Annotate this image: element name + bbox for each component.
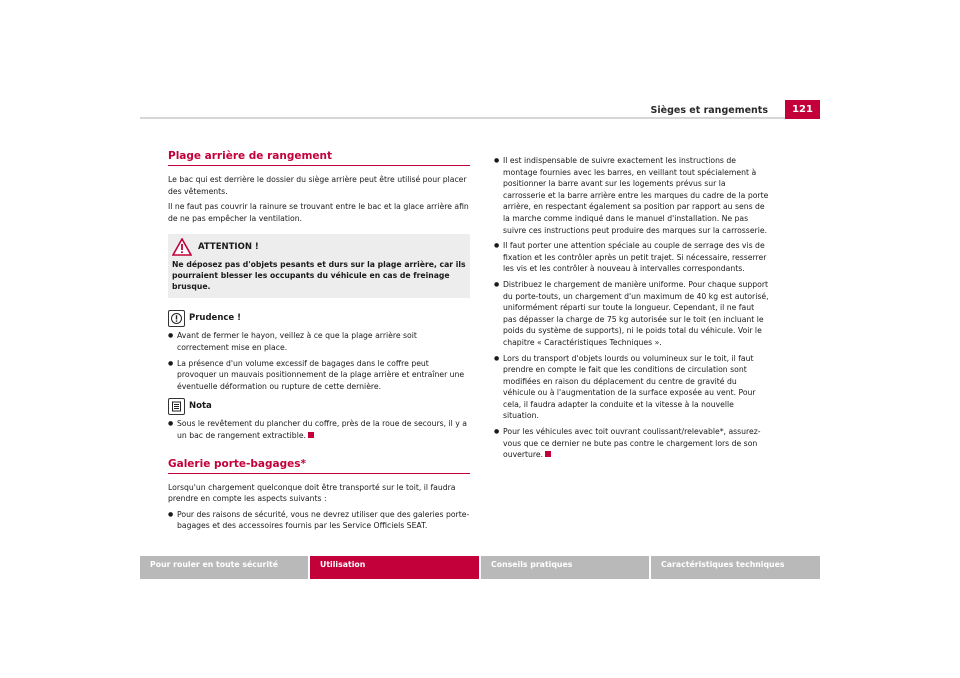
list-item bbox=[168, 418, 470, 441]
footer-tab-usage[interactable]: Utilisation bbox=[310, 556, 479, 579]
section-end-mark bbox=[545, 451, 551, 457]
page-header-title: Sièges et rangements bbox=[650, 105, 768, 116]
section-title-rear-shelf: Plage arrière de rangement bbox=[168, 150, 470, 166]
warning-box bbox=[168, 234, 470, 298]
list-item: ● Il faut porter une attention spéciale au couple de serrage des vis de fixation et les contrôler après un petit trajet. Si nécessaire, resserrer les vis et les contrôler à nouveau à intervalles correspondants. bbox=[494, 240, 770, 275]
paragraph: Lorsqu'un chargement quelconque doit être transporté sur le toit, il faudra prendre en compte les aspects suivants : bbox=[168, 482, 456, 504]
list-item: ● Avant de fermer le hayon, veillez à ce que la plage arrière soit correctement mise en place. bbox=[168, 330, 470, 353]
list-item: ● Pour des raisons de sécurité, vous ne devrez utiliser que des galeries porte-bagages et des accessoires fournis par les Service Officiels SEAT. bbox=[168, 509, 470, 532]
footer-tab-specs[interactable]: Caractéristiques techniques bbox=[651, 556, 820, 579]
paragraph: Le bac qui est derrière le dossier du siège arrière peut être utilisé pour placer des vêtements. bbox=[168, 175, 467, 196]
footer-tab-tips[interactable]: Conseils pratiques bbox=[481, 556, 649, 579]
caution-title: Prudence ! bbox=[189, 313, 242, 324]
note-heading bbox=[168, 398, 470, 415]
note-info-icon bbox=[168, 398, 185, 415]
warning-text: Ne déposez pas d'objets pesants et durs sur la plage arrière, car ils pourraient blesser les occupants du véhicule en cas de freinage brusque. bbox=[172, 260, 466, 292]
warning-triangle-icon bbox=[172, 238, 192, 256]
list-item: ● Distribuez le chargement de manière uniforme. Pour chaque support du porte-touts, un chargement d'un maximum de 40 kg est autorisé, uniformément réparti sur toute la longueur. Cependant, il ne faut pas dépasser la charge de 75 kg autorisée sur le toit (en incluant le poids du système de supports), ni le poids total du véhicule. Voir le chapitre « Caractéristiques Techniques ». bbox=[494, 279, 770, 349]
note-title: Nota bbox=[189, 401, 212, 412]
right-column bbox=[494, 155, 770, 465]
footer-tab-safety[interactable]: Pour rouler en toute sécurité bbox=[140, 556, 308, 579]
list-item: ● La présence d'un volume excessif de bagages dans le coffre peut provoquer un mauvais positionnement de la plage arrière et entraîner une éventuelle déformation ou rupture de cette dernière. bbox=[168, 358, 470, 393]
list-item-text: Pour les véhicules avec toit ouvrant coulissant/relevable*, assurez-vous que ce dernier ne bute pas contre le chargement lors de son ouverture. bbox=[503, 427, 761, 460]
list-item: ● Lors du transport d'objets lourds ou volumineux sur le toit, il faut prendre en compte le fait que les conditions de circulation sont modifiées en raison du déplacement du centre de gravité du véhicule ou à l'augmentation de la surface exposée au vent. Pour cela, il faudra adapter la conduite et la vitesse à la nouvelle situation. bbox=[494, 353, 770, 423]
section-end-mark bbox=[308, 432, 314, 438]
paragraph: Il ne faut pas couvrir la rainure se trouvant entre le bac et la glace arrière afin de ne pas empêcher la ventilation. bbox=[168, 202, 469, 223]
caution-heading bbox=[168, 310, 470, 327]
left-column bbox=[168, 150, 470, 536]
page-number: 121 bbox=[785, 100, 820, 119]
header-rule bbox=[140, 117, 820, 119]
warning-title: ATTENTION ! bbox=[198, 241, 259, 252]
caution-exclamation-icon bbox=[168, 310, 185, 327]
list-item bbox=[494, 426, 770, 461]
note-text: Sous le revêtement du plancher du coffre, près de la roue de secours, il y a un bac de rangement extractible. bbox=[177, 419, 467, 440]
section-title-roof-rack: Galerie porte-bagages* bbox=[168, 458, 470, 474]
list-item: ● Il est indispensable de suivre exactement les instructions de montage fournies avec les barres, en veillant tout spécialement à positionner la barre avant sur les logements prévus sur la carrosserie et la barre arrière entre les marques du cadre de la porte arrière, en respectant également sa position par rapport au sens de la marche comme indiqué dans le manuel d'installation. Ne pas suivre ces instructions peut produire des marques sur la carrosserie. bbox=[494, 155, 770, 236]
